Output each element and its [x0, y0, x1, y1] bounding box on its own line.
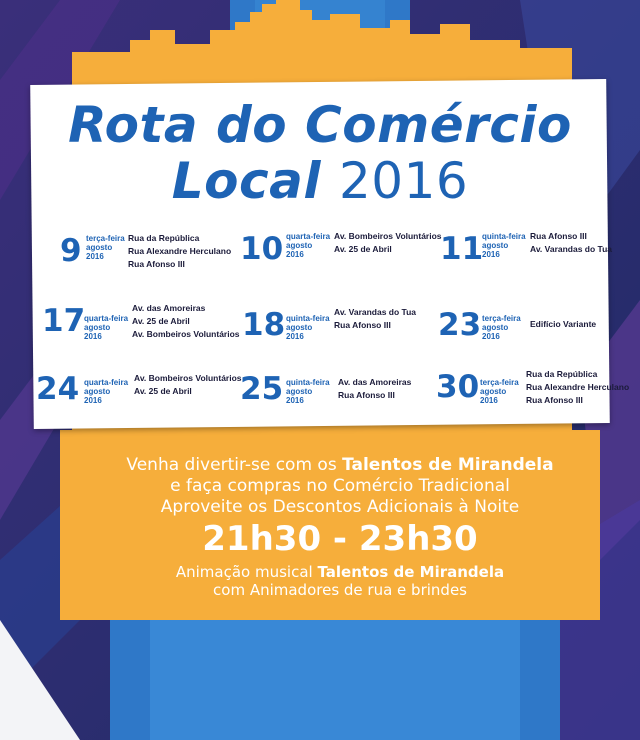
title-local: Local [171, 152, 322, 210]
location: Av. Varandas do Tua [334, 307, 417, 317]
promo-line-3: Aproveite os Descontos Adicionais à Noite [160, 497, 520, 517]
event-month: agosto [482, 323, 509, 332]
location: Av. 25 de Abril [132, 316, 190, 326]
event-month: agosto [286, 323, 313, 332]
event-18 [242, 306, 422, 366]
promo-l4-bold: Talentos de Mirandela [317, 563, 505, 581]
event-year: 2016 [480, 396, 498, 405]
event-year: 2016 [286, 250, 304, 259]
location: Edifício Variante [530, 319, 597, 329]
event-locations [334, 230, 442, 256]
title-line-2 [0, 152, 640, 210]
event-month: agosto [84, 387, 111, 396]
location: Av. das Amoreiras [132, 303, 206, 313]
event-year: 2016 [86, 252, 104, 261]
location: Av. Bombeiros Voluntários [334, 231, 442, 241]
event-9 [60, 232, 230, 292]
event-day: 23 [438, 307, 482, 343]
event-day: 30 [436, 369, 480, 405]
event-weekday: quinta-feira [482, 232, 526, 241]
location: Rua Afonso III [334, 320, 391, 330]
location: Rua Afonso III [526, 395, 583, 405]
event-year: 2016 [482, 250, 500, 259]
event-weekday: quinta-feira [286, 314, 330, 323]
event-day: 25 [240, 371, 284, 407]
event-day: 17 [42, 303, 86, 339]
event-year: 2016 [482, 332, 500, 341]
event-time: 21h30 - 23h30 [202, 519, 478, 559]
location: Av. Bombeiros Voluntários [134, 373, 242, 383]
promo-line-1 [60, 455, 620, 476]
event-weekday: terça-feira [482, 314, 521, 323]
title-year: 2016 [338, 152, 469, 210]
event-locations [132, 302, 240, 341]
location: Rua da República [526, 369, 598, 379]
location: Rua Alexandre Herculano [128, 246, 232, 256]
event-weekday: quinta-feira [286, 378, 330, 387]
event-24 [36, 370, 242, 430]
event-locations [530, 318, 596, 331]
event-month: agosto [286, 387, 313, 396]
event-30 [436, 368, 630, 428]
event-11 [440, 230, 613, 290]
location: Av. Varandas do Tua [530, 244, 613, 254]
promo-l1-bold: Talentos de Mirandela [342, 455, 554, 475]
location: Rua da República [128, 233, 200, 243]
promo-l4-pre: Animação musical [175, 563, 318, 581]
event-weekday: quarta-feira [84, 378, 129, 387]
event-17 [42, 302, 242, 362]
event-locations [338, 376, 411, 402]
event-weekday: quarta-feira [84, 314, 129, 323]
event-10 [240, 230, 442, 290]
promo-secondary [60, 563, 620, 599]
event-locations [334, 306, 416, 332]
event-locations [526, 368, 629, 407]
event-weekday: terça-feira [86, 234, 125, 243]
event-year: 2016 [84, 332, 102, 341]
event-day: 10 [240, 231, 284, 267]
promo-line-5: com Animadores de rua e brindes [213, 581, 467, 599]
event-year: 2016 [286, 396, 304, 405]
event-weekday: quarta-feira [286, 232, 331, 241]
event-day: 18 [242, 307, 286, 343]
promo-line-2: e faça compras no Comércio Tradicional [170, 476, 510, 496]
promo-l1-pre: Venha divertir-se com os [126, 455, 343, 475]
event-weekday: terça-feira [480, 378, 519, 387]
location: Av. 25 de Abril [334, 244, 392, 254]
location: Av. 25 de Abril [134, 386, 192, 396]
event-month: agosto [84, 323, 111, 332]
event-23 [438, 306, 608, 366]
event-day: 24 [36, 371, 80, 407]
promo-text [60, 455, 620, 518]
event-year: 2016 [286, 332, 304, 341]
location: Rua Afonso III [338, 390, 395, 400]
event-locations [134, 372, 242, 398]
location: Rua Alexandre Herculano [526, 382, 630, 392]
event-locations [128, 232, 231, 271]
event-month: agosto [480, 387, 507, 396]
event-25 [240, 370, 420, 430]
event-day: 11 [440, 231, 484, 267]
location: Rua Afonso III [530, 231, 587, 241]
location: Av. das Amoreiras [338, 377, 412, 387]
location: Av. Bombeiros Voluntários [132, 329, 240, 339]
title-line-1: Rota do Comércio [68, 96, 572, 154]
promo-line-4 [60, 563, 620, 581]
event-day: 9 [60, 233, 82, 269]
event-month: agosto [86, 243, 113, 252]
event-month: agosto [286, 241, 313, 250]
event-year: 2016 [84, 396, 102, 405]
event-locations [530, 230, 612, 256]
location: Rua Afonso III [128, 259, 185, 269]
event-month: agosto [482, 241, 509, 250]
